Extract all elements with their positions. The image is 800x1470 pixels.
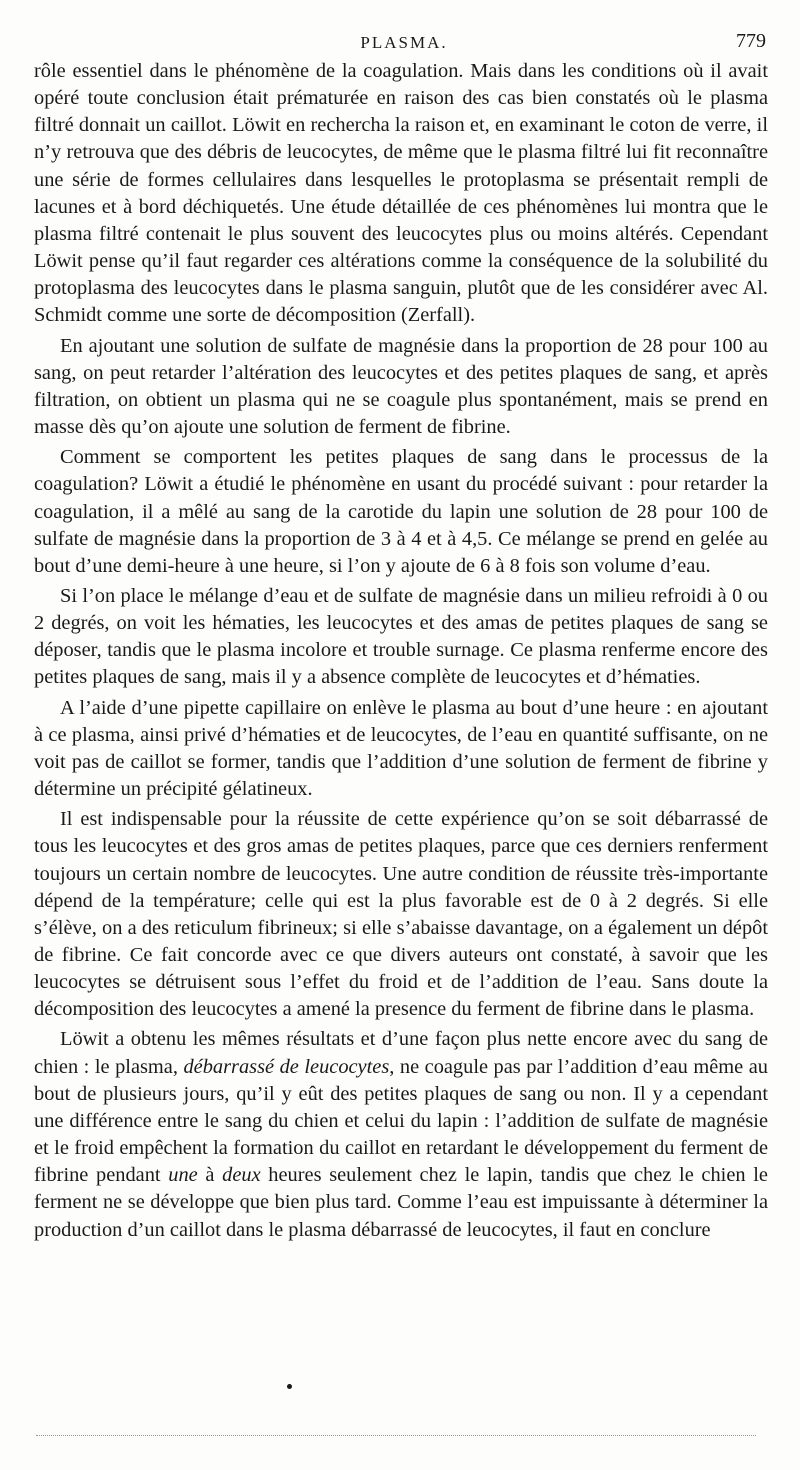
paragraph-6: Il est indispensable pour la réussite de cette expérience qu’on se soit débarrassé de tous les leucocytes et des gros amas de petites plaques, parce que ces derniers renferment toujours un certain nombre de leucocytes. Une autre condition de réussite très-importante dépend de la température; celle qui est la plus favorable est de 0 à 2 degrés. Si elle s’élève, on a des reticulum fibrineux; si elle s’abaisse davantage, on a également un dépôt de fibrine. Ce fait concorde avec ce que divers auteurs ont constaté, à savoir que les leucocytes se détruisent sous l’effet du froid et de l’addition de l’eau. Sans doute la décomposition des leucocytes a amené la presence du ferment de fibrine dans le plasma.	[34, 808, 768, 1021]
italic-word-deux: deux	[222, 1164, 261, 1187]
paragraph-7-part-c: à	[197, 1164, 223, 1187]
body-text	[34, 58, 768, 1244]
paragraph-2: En ajoutant une solution de sulfate de magnésie dans la proportion de 28 pour 100 au sang, on peut retarder l’altération des leucocytes et des petites plaques de sang, et après filtration, on obtient un plasma qui ne se coagule plus spontanément, mais se prend en masse dès qu’on ajoute une solution de ferment de fibrine.	[34, 334, 768, 439]
italic-word-une: une	[168, 1164, 198, 1187]
paragraph-3: Comment se comportent les petites plaques de sang dans le processus de la coagulation? Löwit a étudié le phénomène en usant du procédé suivant : pour retarder la coagulation, il a mêlé au sang de la carotide du lapin une solution de 28 pour 100 de sulfate de magnésie dans la proportion de 3 à 4 et à 4,5. Ce mélange se prend en gelée au bout d’une demi-heure à une heure, si l’on y ajoute de 6 à 8 fois son volume d’eau.	[34, 446, 768, 577]
page-number: 779	[736, 30, 766, 52]
paragraph-7-part-b: , ne coagule pas par l’addition d’eau même au bout de plusieurs jours, qu’il y eût des petites plaques de sang ou non. Il y a cependant une différence entre le sang du chien et celui du lapin : l’addition de sulfate de magnésie et le froid empêchent la formation du caillot en retardant le développement du ferment de fibrine pendant	[34, 1055, 768, 1187]
paragraph-7-part-d: heures seulement chez le lapin, tandis que chez le chien le ferment ne se développe que bien plus tard. Comme l’eau est impuissante à déterminer la production d’un caillot dans le plasma débarrassé de leucocytes, il faut en conclure	[34, 1164, 768, 1241]
paragraph-7	[34, 1026, 768, 1243]
italic-phrase-leucocytes: débarrassé de leucocytes	[183, 1055, 390, 1078]
page-header	[34, 30, 774, 56]
bottom-dotted-rule	[36, 1435, 756, 1437]
paragraph-4: Si l’on place le mélange d’eau et de sulfate de magnésie dans un milieu refroidi à 0 ou 2 degrés, on voit les hématies, les leucocytes et des amas de petites plaques de sang se déposer, tandis que le plasma incolore et trouble surnage. Ce plasma renferme encore des petites plaques de sang, mais il y a absence complète de leucocytes et d’hématies.	[34, 584, 768, 689]
running-title: PLASMA.	[360, 33, 448, 52]
paragraph-5: A l’aide d’une pipette capillaire on enlève le plasma au bout d’une heure : en ajoutant à ce plasma, ainsi privé d’hématies et de leucocytes, de l’eau en quantité suffisante, on ne voit pas de caillot se former, tandis que l’addition d’une solution de ferment de fibrine y détermine un précipité gélatineux.	[34, 696, 768, 801]
paragraph-1: rôle essentiel dans le phénomène de la coagulation. Mais dans les conditions où il avait opéré toute conclusion était prématurée en raison des cas bien constatés où le plasma filtré donnait un caillot. Löwit en rechercha la raison et, en examinant le coton de verre, il n’y retrouva que des débris de leucocytes, de même que le plasma filtré lui fit reconnaître une série de formes cellulaires dans lesquelles le protoplasma se présentait rempli de lacunes et à bord déchiquetés. Une étude détaillée de ces phénomènes lui montra que le plasma filtré contenait le plus souvent des leucocytes plus ou moins altérés. Cependant Löwit pense qu’il faut regarder ces altérations comme la conséquence de la solubilité du protoplasma des leucocytes dans le plasma sanguin, plutôt que de les considérer avec Al. Schmidt comme une sorte de décomposition (Zerfall).	[34, 60, 768, 327]
paragraph-7-part-a: Löwit a obtenu les mêmes résultats et d’une façon plus nette encore avec du sang de chien : le plasma,	[34, 1028, 768, 1078]
printer-mark-dot	[287, 1384, 292, 1389]
